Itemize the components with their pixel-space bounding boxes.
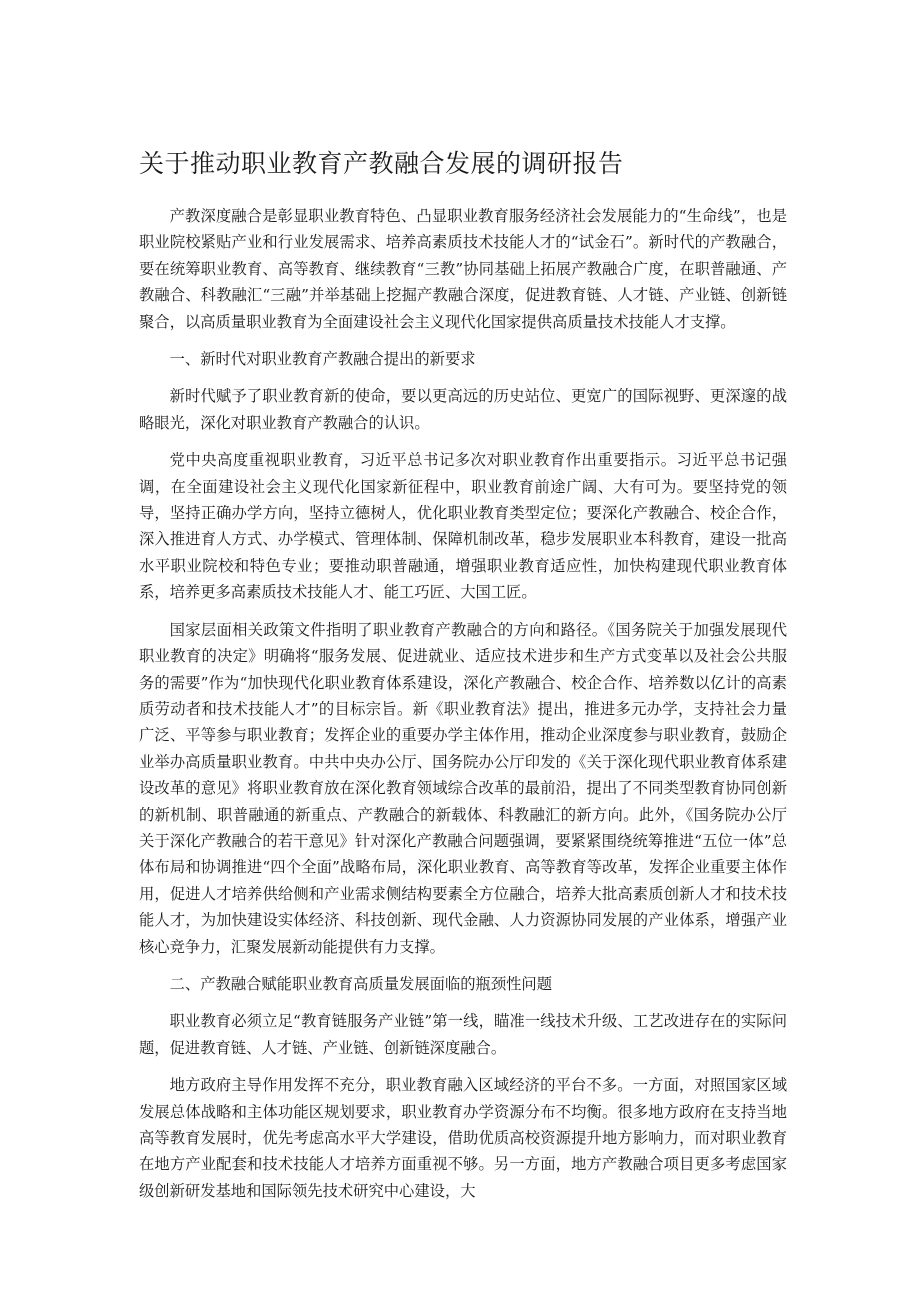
paragraph: 国家层面相关政策文件指明了职业教育产教融合的方向和路径。《国务院关于加强发展现代职业教育的决定》明确将“服务发展、促进就业、适应技术进步和生产方式变革以及社会公共服务的需要”作为“加快现代化职业教育体系建设，深化产教融合、校企合作、培养数以亿计的高素质劳动者和技术技能人才”的目标宗旨。新《职业教育法》提出，推进多元办学，支持社会力量广泛、平等参与职业教育；发挥企业的重要办学主体作用，推动企业深度参与职业教育，鼓励企业举办高质量职业教育。中共中央办公厅、国务院办公厅印发的《关于深化现代职业教育体系建设改革的意见》将职业教育放在深化教育领域综合改革的最前沿，提出了不同类型教育协同创新的新机制、职普融通的新重点、产教融合的新载体、科教融汇的新方向。此外，《国务院办公厅关于深化产教融合的若干意见》针对深化产教融合问题强调，要紧紧围绕统筹推进“五位一体”总体布局和协调推进“四个全面”战略布局，深化职业教育、高等教育等改革，发挥企业重要主体作用，促进人才培养供给侧和产业需求侧结构要素全方位融合，培养大批高素质创新人才和技术技能人才，为加快建设实体经济、科技创新、现代金融、人力资源协同发展的产业体系，增强产业核心竞争力，汇聚发展新动能提供有力支撑。 [139,620,787,956]
paragraph: 党中央高度重视职业教育，习近平总书记多次对职业教育作出重要指示。习近平总书记强调，在全面建设社会主义现代化国家新征程中，职业教育前途广阔、大有可为。要坚持党的领导，坚持正确办学方向，坚持立德树人，优化职业教育类型定位；要深化产教融合、校企合作，深入推进育人方式、办学模式、管理体制、保障机制改革，稳步发展职业本科教育，建设一批高水平职业院校和特色专业；要推动职普融通，增强职业教育适应性，加快构建现代职业教育体系，培养更多高素质技术技能人才、能工巧匠、大国工匠。 [139,451,787,602]
paragraph: 地方政府主导作用发挥不充分，职业教育融入区域经济的平台不多。一方面，对照国家区域发展总体战略和主体功能区规划要求，职业教育办学资源分布不均衡。很多地方政府在支持当地高等教育发展时，优先考虑高水平大学建设，借助优质高校资源提升地方影响力，而对职业教育在地方产业配套和技术技能人才培养方面重视不够。另一方面，地方产教融合项目更多考虑国家级创新研发基地和国际领先技术研究中心建设，大 [139,1076,787,1200]
paragraph: 新时代赋予了职业教育新的使命，要以更高远的历史站位、更宽广的国际视野、更深邃的战略眼光，深化对职业教育产教融合的认识。 [139,387,787,432]
document-title: 关于推动职业教育产教融合发展的调研报告 [139,149,624,178]
paragraph: 职业教育必须立足“教育链服务产业链”第一线，瞄准一线技术升级、工艺改进存在的实际问题，促进教育链、人才链、产业链、创新链深度融合。 [139,1012,787,1057]
intro-paragraph: 产教深度融合是彰显职业教育特色、凸显职业教育服务经济社会发展能力的“生命线”，也是职业院校紧贴产业和行业发展需求、培养高素质技术技能人才的“试金石”。新时代的产教融合，要在统筹职业教育、高等教育、继续教育“三教”协同基础上拓展产教融合广度，在职普融通、产教融合、科教融汇“三融”并举基础上挖掘产教融合深度，促进教育链、人才链、产业链、创新链聚合，以高质量职业教育为全面建设社会主义现代化国家提供高质量技术技能人才支撑。 [139,207,787,331]
document-page [139,147,787,1215]
section-heading-1: 一、新时代对职业教育产教融合提出的新要求 [169,350,476,369]
section-heading-2: 二、产教融合赋能职业教育高质量发展面临的瓶颈性问题 [169,974,553,993]
